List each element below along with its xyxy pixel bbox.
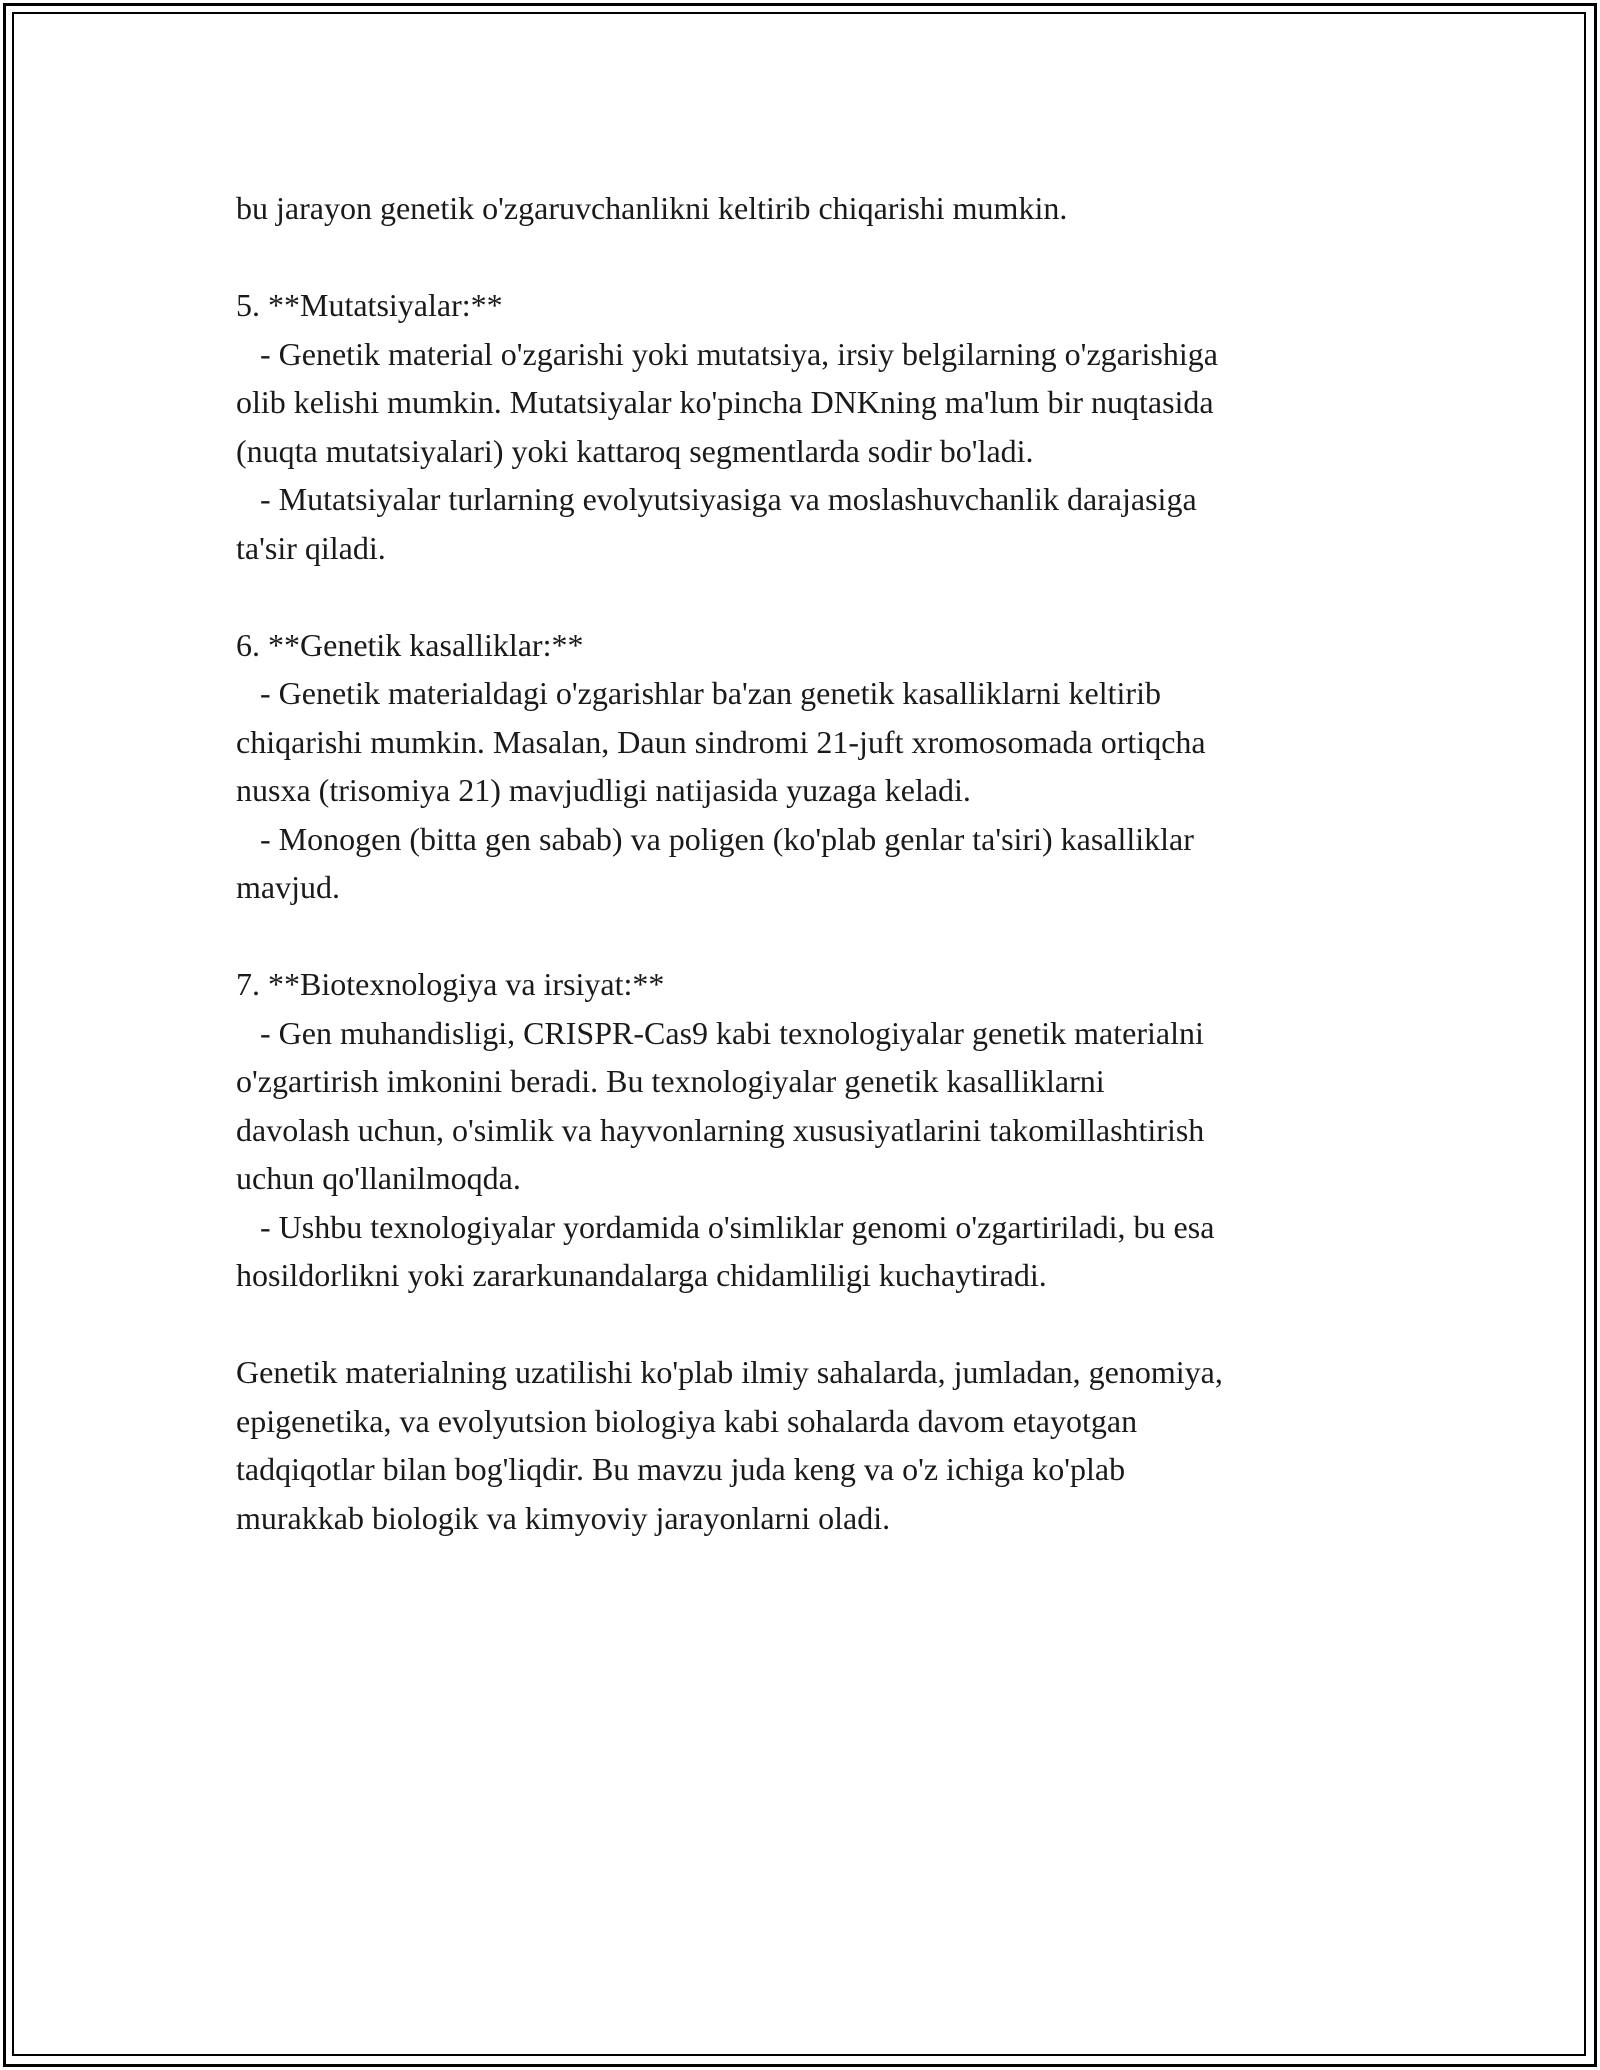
text-line: o'zgartirish imkonini beradi. Bu texnologiyalar genetik kasalliklarni — [236, 1063, 1105, 1099]
text-line: mavjud. — [236, 869, 340, 905]
text-line: olib kelishi mumkin. Mutatsiyalar ko'pincha DNKning ma'lum bir nuqtasida — [236, 384, 1214, 420]
blank-line — [236, 1300, 1376, 1349]
document-body — [236, 184, 1376, 1542]
text-line: uchun qo'llanilmoqda. — [236, 1160, 521, 1196]
text-line: - Genetik materialdagi o'zgarishlar ba'zan genetik kasalliklarni keltirib — [236, 675, 1161, 711]
text-line: - Ushbu texnologiyalar yordamida o'simliklar genomi o'zgartiriladi, bu esa — [236, 1208, 1215, 1245]
text-line: - Monogen (bitta gen sabab) va poligen (ko'plab genlar ta'siri) kasalliklar — [236, 820, 1194, 857]
text-line: tadqiqotlar bilan bog'liqdir. Bu mavzu juda keng va o'z ichiga ko'plab — [236, 1451, 1126, 1487]
paragraph — [236, 1348, 1376, 1542]
text-line: 5. **Mutatsiyalar:** — [236, 287, 503, 323]
text-line: - Gen muhandisligi, CRISPR-Cas9 kabi texnologiyalar genetik materialni — [236, 1014, 1204, 1051]
text-line: chiqarishi mumkin. Masalan, Daun sindromi 21-juft xromosomada ortiqcha — [236, 723, 1206, 760]
text-line: epigenetika, va evolyutsion biologiya kabi sohalarda davom etayotgan — [236, 1402, 1138, 1439]
blank-line — [236, 572, 1376, 621]
text-line: davolash uchun, o'simlik va hayvonlarning xususiyatlarini takomillashtirish — [236, 1111, 1205, 1148]
paragraph — [236, 184, 1376, 233]
blank-line — [236, 912, 1376, 961]
text-line: - Genetik material o'zgarishi yoki mutatsiya, irsiy belgilarning o'zgarishiga — [236, 335, 1218, 372]
text-line: Genetik materialning uzatilishi ko'plab ilmiy sahalarda, jumladan, genomiya, — [236, 1354, 1223, 1390]
paragraph — [236, 960, 1376, 1300]
blank-line — [236, 233, 1376, 282]
text-line: hosildorlikni yoki zararkunandalarga chidamliligi kuchaytiradi. — [236, 1257, 1047, 1293]
text-line: (nuqta mutatsiyalari) yoki kattaroq segmentlarda sodir bo'ladi. — [236, 432, 1034, 469]
paragraph — [236, 281, 1376, 572]
text-line: nusxa (trisomiya 21) mavjudligi natijasida yuzaga keladi. — [236, 772, 971, 808]
text-line: 7. **Biotexnologiya va irsiyat:** — [236, 966, 665, 1002]
text-line: ta'sir qiladi. — [236, 529, 386, 566]
text-line: bu jarayon genetik o'zgaruvchanlikni keltirib chiqarishi mumkin. — [236, 190, 1068, 226]
paragraph — [236, 621, 1376, 912]
text-line: 6. **Genetik kasalliklar:** — [236, 626, 584, 663]
text-line: murakkab biologik va kimyoviy jarayonlarni oladi. — [236, 1499, 891, 1536]
text-line: - Mutatsiyalar turlarning evolyutsiyasiga va moslashuvchanlik darajasiga — [236, 481, 1197, 517]
